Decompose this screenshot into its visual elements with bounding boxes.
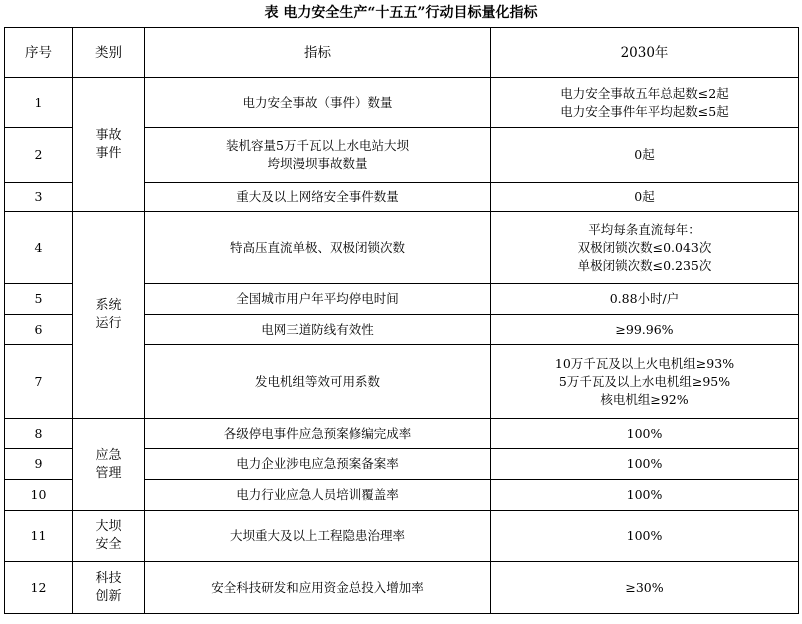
row-no: 4 — [5, 212, 73, 284]
category-dam: 大坝 安全 — [73, 511, 145, 562]
row-target: 电力安全事故五年总起数≤2起 电力安全事件年平均起数≤5起 — [491, 78, 799, 128]
header-category: 类别 — [73, 28, 145, 78]
row-no: 5 — [5, 284, 73, 315]
row-target: 10万千瓦及以上火电机组≥93% 5万千瓦及以上水电机组≥95% 核电机组≥92% — [491, 345, 799, 419]
table-row — [5, 212, 799, 284]
table-caption: 表 电力安全生产“十五五”行动目标量化指标 — [264, 5, 538, 21]
header-no: 序号 — [5, 28, 73, 78]
row-indicator: 全国城市用户年平均停电时间 — [145, 284, 491, 315]
table-row — [5, 419, 799, 449]
category-emergency: 应急 管理 — [73, 419, 145, 511]
row-indicator: 大坝重大及以上工程隐患治理率 — [145, 511, 491, 562]
row-no: 8 — [5, 419, 73, 449]
header-target: 2030年 — [491, 28, 799, 78]
row-indicator: 装机容量5万千瓦以上水电站大坝 垮坝漫坝事故数量 — [145, 128, 491, 183]
row-target: 0起 — [491, 183, 799, 212]
row-indicator: 电力行业应急人员培训覆盖率 — [145, 480, 491, 511]
row-indicator: 发电机组等效可用系数 — [145, 345, 491, 419]
row-indicator: 电力企业涉电应急预案备案率 — [145, 449, 491, 480]
row-target: 平均每条直流每年： 双极闭锁次数≤0.043次 单极闭锁次数≤0.235次 — [491, 212, 799, 284]
row-no: 11 — [5, 511, 73, 562]
row-no: 12 — [5, 562, 73, 614]
row-indicator: 安全科技研发和应用资金总投入增加率 — [145, 562, 491, 614]
row-target: 100% — [491, 480, 799, 511]
row-indicator: 电力安全事故（事件）数量 — [145, 78, 491, 128]
row-no: 6 — [5, 315, 73, 345]
table-row — [5, 511, 799, 562]
row-no: 3 — [5, 183, 73, 212]
category-accident: 事故 事件 — [73, 78, 145, 212]
row-target: 0.88小时/户 — [491, 284, 799, 315]
row-target: ≥99.96% — [491, 315, 799, 345]
row-target: 100% — [491, 449, 799, 480]
header-row — [5, 28, 799, 78]
row-indicator: 各级停电事件应急预案修编完成率 — [145, 419, 491, 449]
row-target: 0起 — [491, 128, 799, 183]
row-target: ≥30% — [491, 562, 799, 614]
row-no: 1 — [5, 78, 73, 128]
row-no: 7 — [5, 345, 73, 419]
category-operation: 系统 运行 — [73, 212, 145, 419]
row-target: 100% — [491, 511, 799, 562]
indicator-table — [4, 27, 799, 614]
row-target: 100% — [491, 419, 799, 449]
row-indicator: 电网三道防线有效性 — [145, 315, 491, 345]
category-tech: 科技 创新 — [73, 562, 145, 614]
row-no: 10 — [5, 480, 73, 511]
table-row — [5, 562, 799, 614]
header-indicator: 指标 — [145, 28, 491, 78]
row-no: 9 — [5, 449, 73, 480]
row-indicator: 重大及以上网络安全事件数量 — [145, 183, 491, 212]
table-row — [5, 78, 799, 128]
row-indicator: 特高压直流单极、双极闭锁次数 — [145, 212, 491, 284]
row-no: 2 — [5, 128, 73, 183]
